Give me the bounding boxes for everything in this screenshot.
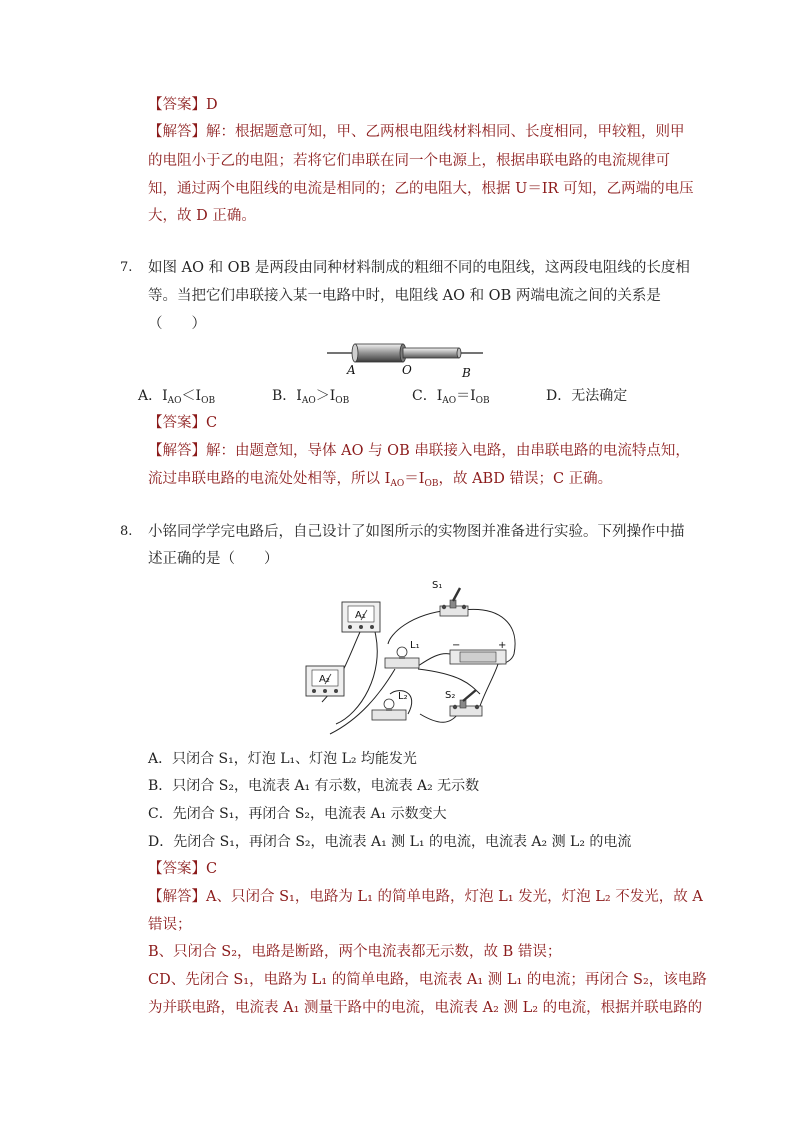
q8-number: 8. [120,524,133,539]
q8-analysis-line-1: 【解答】A、只闭合 S₁，电路为 L₁ 的简单电路，灯泡 L₁ 发光，灯泡 L₂ 不发光，故 A [148,889,703,905]
q7-option-b: B．$I_{AO}>I_{OB}$ [272,388,350,406]
label-s2: S₂ [445,690,456,701]
switch-s1 [432,580,468,616]
ammeter-a2 [306,666,344,696]
bulb-l1 [385,640,420,668]
circuit-figure [300,574,525,740]
q8-option-d: D．先闭合 S₁，再闭合 S₂，电流表 A₁ 测 L₁ 的电流，电流表 A₂ 测 L₂ 的电流 [148,834,632,850]
q8-analysis-line-4: CD、先闭合 S₁，电路为 L₁ 的简单电路，电流表 A₁ 测 L₁ 的电流；再闭合 S₂，该电路 [148,972,707,988]
ammeter-a1 [342,602,380,632]
q7-option-c: C．$I_{AO}=I_{OB}$ [412,388,490,406]
q7-number: 7. [120,260,133,275]
q8-answer: 【答案】C [148,861,218,877]
label-minus: − [452,640,461,651]
q6-analysis-line-4: 大，故 D 正确。 [148,208,256,224]
q6-answer [148,95,218,115]
analysis-tag: 【解答】 [148,124,206,140]
q6-analysis-line-3: 知，通过两个电阻线的电流是相同的；乙的电阻大，根据 U＝IR 可知，乙两端的电压 [148,181,694,197]
q8-analysis-line-2: 错误； [148,917,192,933]
label-a: A [347,363,356,377]
label-b: B [462,366,471,380]
answer-value: C [206,415,218,431]
q8-analysis-line-5: 为并联电路，电流表 A₁ 测量干路中的电流，电流表 A₂ 测 L₂ 的电流，根据并联电路的 [148,1000,703,1016]
answer-tag: 【答案】 [148,97,206,113]
label-l1: L₁ [410,640,420,651]
bulb-l2 [372,691,408,720]
q8-stem-line-2: 述正确的是（ ） [148,551,279,567]
battery [450,640,506,664]
q8-option-b: B．只闭合 S₂，电流表 A₁ 有示数，电流表 A₂ 无示数 [148,778,480,794]
label-l2: L₂ [398,691,408,702]
resistance-wire-figure [325,338,485,382]
answer-value: D [206,97,218,113]
thin-wire-ob [403,348,459,358]
q7-answer: 【答案】C [148,415,218,431]
q8-stem-line-1: 小铭同学学完电路后，自己设计了如图所示的实物图并准备进行实验。下列操作中描 [148,524,685,540]
label-s1: S₁ [432,580,443,591]
q8-analysis-line-3: B、只闭合 S₂，电路是断路，两个电流表都无示数，故 B 错误； [148,944,562,960]
q7-analysis-line-1: 【解答】解：由题意知，导体 AO 与 OB 串联接入电路，由串联电路的电流特点知， [148,443,690,459]
q7-stem-line-1: 如图 AO 和 OB 是两段由同种材料制成的粗细不同的电阻线，这两段电阻线的长度相 [148,260,690,276]
label-a2: A₂ [319,674,330,685]
q6-analysis-line-2: 的电阻小于乙的电阻；若将它们串联在同一个电源上，根据串联电路的电流规律可 [148,153,670,169]
q7-stem-line-2: 等。当把它们串联接入某一电路中时，电阻线 AO 和 OB 两端电流之间的关系是 [148,288,661,304]
q6-analysis-line-1: 【解答】解：根据题意可知，甲、乙两根电阻线材料相同、长度相同，甲较粗，则甲 [148,124,685,140]
q7-stem-line-3: （ ） [148,316,206,332]
q7-option-a: A．$I_{AO}<I_{OB}$ [138,388,216,406]
q8-option-a: A．只闭合 S₁，灯泡 L₁、灯泡 L₂ 均能发光 [148,751,417,767]
answer-value: C [206,861,218,877]
label-plus: + [498,640,507,651]
q7-analysis-line-2: 流过串联电路的电流处处相等，所以 $I_{AO}=I_{OB}$，故 ABD 错误；C 正确。 [148,471,613,489]
q7-option-d: D．无法确定 [546,388,628,404]
q8-option-c: C．先闭合 S₁，再闭合 S₂，电流表 A₁ 示数变大 [148,806,447,822]
thick-wire-ao [355,344,403,362]
label-o: O [402,363,412,377]
label-a1: A₁ [355,610,366,621]
switch-s2 [445,690,482,716]
